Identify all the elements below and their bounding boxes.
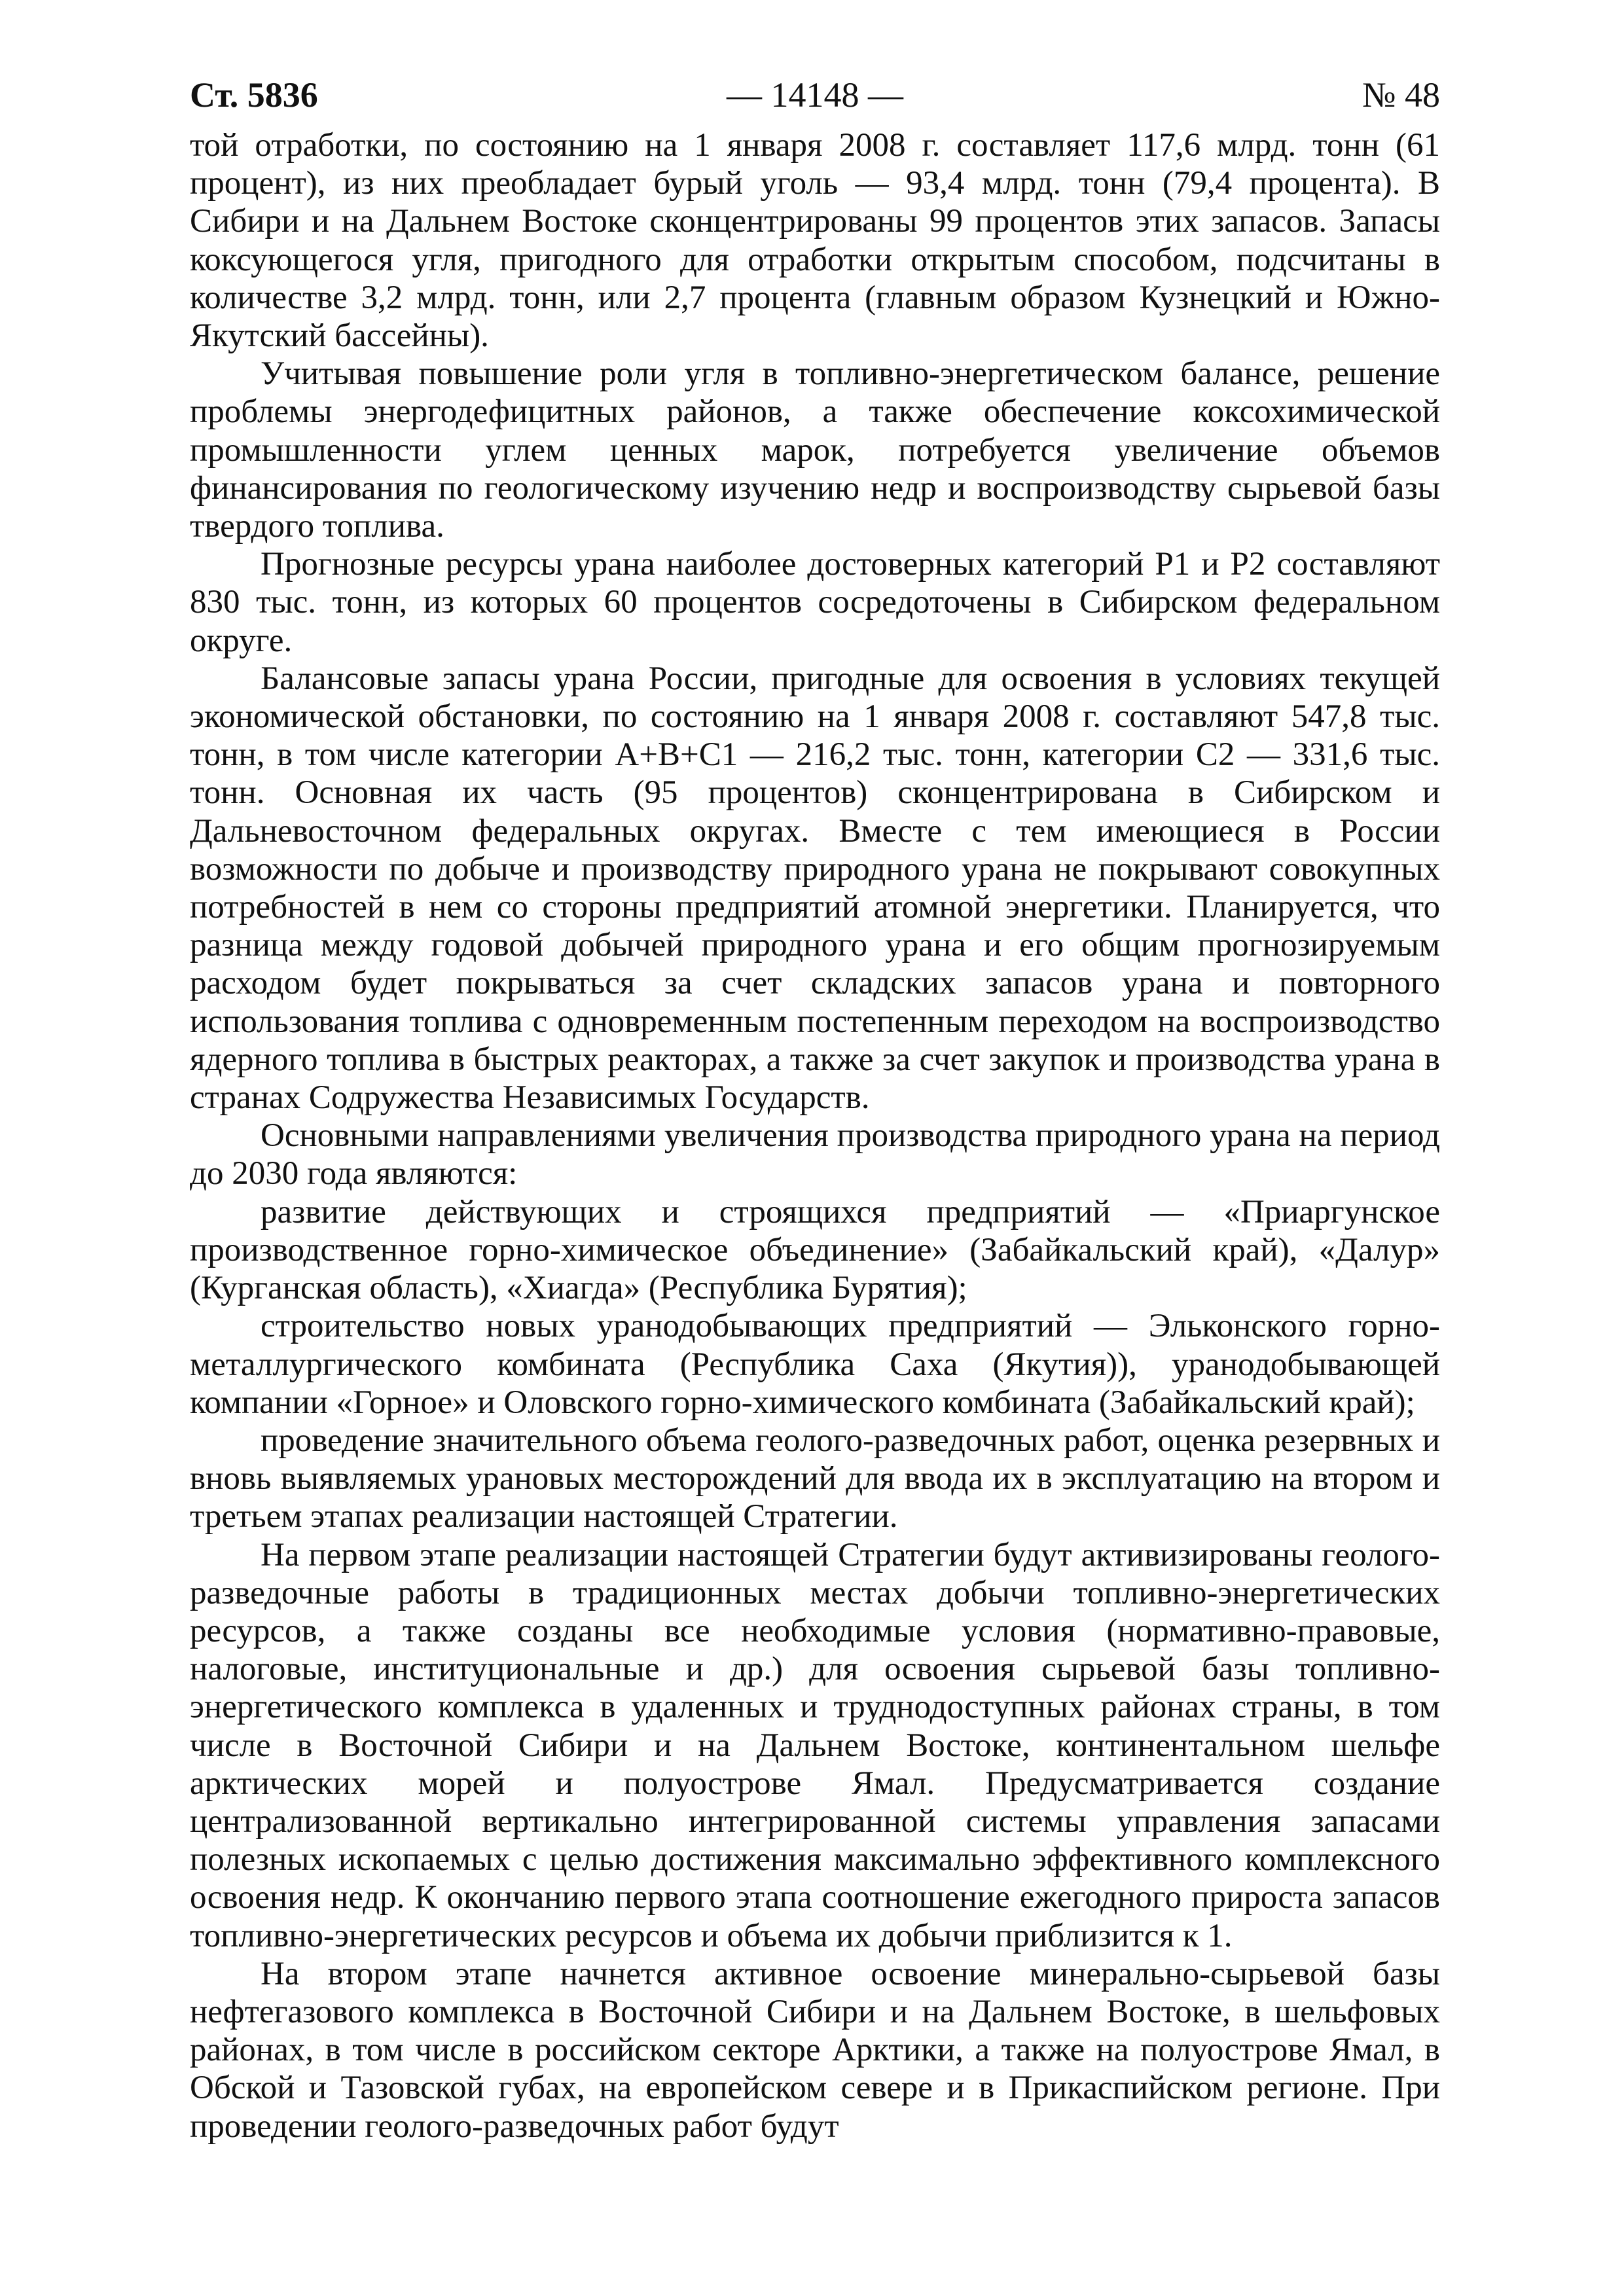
page-number: — 14148 — — [727, 75, 903, 115]
paragraph-coal-financing: Учитывая повышение роли угля в топливно-энергетическом балансе, решение проблемы энергодефицитных районов, а также обеспечение коксохимической промышленности углем ценных марок, потребуется увеличение объемов финансирования по геологическому изучению недр и воспроизводству сырьевой базы твердого топлива. — [190, 355, 1440, 545]
list-item-new-enterprises: строительство новых уранодобывающих предприятий — Эльконского горно-металлургического комбината (Республика Саха (Якутия)), уранодобывающей компании «Горное» и Оловского горно-химического комбината (Забайкальский край); — [190, 1308, 1440, 1421]
issue-number: № 48 — [1362, 75, 1440, 115]
paragraph-uranium-resources: Прогнозные ресурсы урана наиболее достоверных категорий Р1 и Р2 составляют 830 тыс. тонн, из которых 60 процентов сосредоточены в Сибирском федеральном округе. — [190, 546, 1440, 659]
article-number: Ст. 5836 — [190, 75, 318, 115]
list-item-exploration: проведение значительного объема геолого-разведочных работ, оценка резервных и вновь выявляемых урановых месторождений для ввода их в эксплуатацию на втором и третьем этапах реализации настоящей Стратегии. — [190, 1422, 1440, 1535]
document-page — [190, 69, 1440, 2229]
document-body — [190, 126, 1440, 2145]
paragraph-uranium-directions: Основными направлениями увеличения производства природного урана на период до 2030 года являются: — [190, 1117, 1440, 1193]
page-header — [190, 69, 1440, 121]
paragraph-uranium-reserves: Балансовые запасы урана России, пригодные для освоения в условиях текущей экономической обстановки, по состоянию на 1 января 2008 г. составляют 547,8 тыс. тонн, в том числе категории А+В+С1 — 216,2 тыс. тонн, категории С2 — 331,6 тыс. тонн. Основная их часть (95 процентов) сконцентрирована в Сибирском и Дальневосточном федеральных округах. Вместе с тем имеющиеся в России возможности по добыче и производству природного урана не покрывают совокупных потребностей в нем со стороны предприятий атомной энергетики. Планируется, что разница между годовой добычей природного урана и его общим прогнозируемым расходом будет покрываться за счет складских запасов урана и повторного использования топлива с одновременным постепенным переходом на воспроизводство ядерного топлива в быстрых реакторах, а также за счет закупок и производства урана в странах Содружества Независимых Государств. — [190, 660, 1440, 1117]
paragraph-first-stage: На первом этапе реализации настоящей Стратегии будут активизированы геолого-разведочные работы в традиционных местах добычи топливно-энергетических ресурсов, а также созданы все необходимые условия (нормативно-правовые, налоговые, институциональные и др.) для освоения сырьевой базы топливно-энергетического комплекса в удаленных и труднодоступных районах страны, в том числе в Восточной Сибири и на Дальнем Востоке, континентальном шельфе арктических морей и полуострове Ямал. Предусматривается создание централизованной вертикально интегрированной системы управления запасами полезных ископаемых с целью достижения максимально эффективного комплексного освоения недр. К окончанию первого этапа соотношение ежегодного прироста запасов топливно-энергетических ресурсов и объема их добычи приблизится к 1. — [190, 1536, 1440, 1954]
paragraph-second-stage: На втором этапе начнется активное освоение минерально-сырьевой базы нефтегазового комплекса в Восточной Сибири и на Дальнем Востоке, в шельфовых районах, в том числе в российском секторе Арктики, а также на полуострове Ямал, в Обской и Тазовской губах, на европейском севере и в Прикаспийском регионе. При проведении геолого-разведочных работ будут — [190, 1955, 1440, 2145]
paragraph-coal-reserves: той отработки, по состоянию на 1 января 2008 г. составляет 117,6 млрд. тонн (61 процент), из них преобладает бурый уголь — 93,4 млрд. тонн (79,4 процента). В Сибири и на Дальнем Востоке сконцентрированы 99 процентов этих запасов. Запасы коксующегося угля, пригодного для отработки открытым способом, подсчитаны в количестве 3,2 млрд. тонн, или 2,7 процента (главным образом Кузнецкий и Южно-Якутский бассейны). — [190, 127, 1440, 355]
list-item-existing-enterprises: развитие действующих и строящихся предприятий — «Приаргунское производственное горно-химическое объединение» (Забайкальский край), «Далур» (Курганская область), «Хиагда» (Республика Бурятия); — [190, 1193, 1440, 1307]
